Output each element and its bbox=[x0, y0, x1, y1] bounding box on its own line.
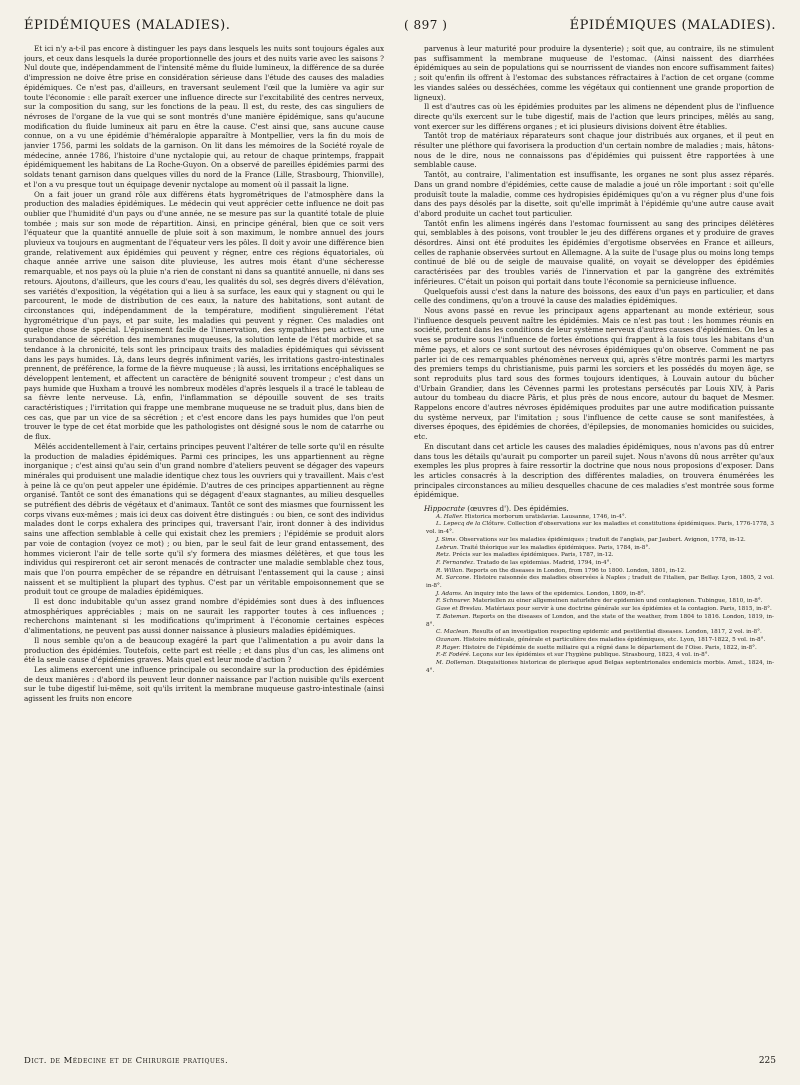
bibliography-text: Collection d'observations sur les maladies et constitutions épidémiques. Paris, 1776-1778, 3 vol. in-4°. bbox=[426, 521, 774, 536]
bibliography-text: Précis sur les maladies épidémiques. Paris, 1787, in-12. bbox=[450, 552, 614, 559]
bibliography-author: C. Maclean. bbox=[436, 629, 471, 636]
bibliography-author: Ozanam. bbox=[436, 637, 462, 643]
bibliography-author: Lebrun. bbox=[436, 544, 459, 551]
paragraph: On a fait jouer un grand rôle aux différens états hygrométriques de l'atmosphère dans la production des maladies épidémiques. Le médecin qui veut apprécier cette influence ne doit pas oublier que l'humidité d'un pays ou d'une année, ne se mesure pas sur la quantité totale de pluie tombée ; mais sur son mode de répartition. Ainsi, en principe général, bien que ce soit vers l'équateur que la quantité annuelle de pluie soit à son maximum, le nombre annuel des jours pluvieux va toujours en augmentant de l'équateur vers les pôles. Il doit y avoir une différence bien grande, relativement aux épidémies qui peuvent y régner, entre ces régions équatoriales, où chaque année arrive une saison dite pluvieuse, les autres mois étant d'une sécheresse remarquable, et nos pays où la pluie n'a rien de constant ni dans sa quantité annuelle, ni dans ses retours. Ajoutons, d'ailleurs, que les cours d'eau, les qualités du sol, ses degrés divers d'élévation, ses variétés d'exposition, la végétation qui a lieu à sa surface, les eaux qui y stagnent ou qui le parcourent, le mode de distribution de ces eaux, la nature des habitations, sont autant de circonstances qui, indépendamment de la température, modifient singulièrement l'état hygrométrique d'un pays, et par suite, les maladies qui peuvent y régner. Ces maladies ont quelque chose de spécial. L'épuisement facile de l'innervation, des sympathies peu actives, une surabondance de sécrétion des membranes muqueuses, la solution lente de l'état morbide et sa tendance à la chronicité, tels sont les principaux traits des maladies épidémiques qui sévissent dans les pays humides. Là, dans leurs degrés infiniment variés, les irritations gastro-intestinales prennent, de préférence, la forme de la fièvre muqueuse ; là aussi, les irritations encéphaliques se développent lentement, et affectent un caractère de bénignité souvent trompeur ; c'est dans un pays humide que Huxham a trouvé les nombreux modèles d'après lesquels il a tracé le tableau de sa fièvre lente nerveuse. Là, enfin, l'inflammation se dépouille souvent de ses traits caractéristiques ; l'irritation qui frappe une membrane muqueuse ne se traduit plus, dans bien de ces cas, que par un vice de sa sécrétion ; et c'est encore dans les pays humides que l'on peut trouver le type de cet état morbide que les pathologistes ont désigné sous le nom de catarrhe ou de flux. bbox=[24, 189, 384, 442]
bibliography-entry bbox=[414, 637, 774, 645]
page-header bbox=[24, 18, 776, 38]
bibliography-entry bbox=[414, 652, 774, 660]
paragraph: Il est d'autres cas où les épidémies produites par les alimens ne dépendent plus de l'influence directe qu'ils exercent sur le tube digestif, mais de l'action que leurs principes, mêlés au sang, vont exercer sur les différens organes ; et ici plusieurs divisions doivent être établies. bbox=[414, 102, 774, 131]
footer-title: Dict. de Médecine et de Chirurgie pratiques. bbox=[24, 1056, 229, 1066]
bibliography-text: An inquiry into the laws of the epidemics. London, 1809, in-8°. bbox=[462, 590, 646, 597]
bibliography-text: Reports on the diseases in London, from 1796 to 1800. London, 1801, in-12. bbox=[463, 567, 686, 574]
paragraph: Les alimens exercent une influence principale ou secondaire sur la production des épidémies de deux manières : d'abord ils peuvent leur donner naissance par l'action nuisible qu'ils exercent sur le tube digestif lui-même, soit qu'ils irritent la membrane muqueuse gastro-intestinale (ainsi agissent les fruits non encore bbox=[24, 665, 384, 704]
bibliography-author: M. Dolleman. bbox=[436, 660, 476, 667]
paragraph: En discutant dans cet article les causes des maladies épidémiques, nous n'avons pas dû entrer dans tous les détails qu'aurait pu comporter un pareil sujet. Nous n'avons dû nous arrêter qu'aux exemples les plus propres à faire ressortir la doctrine que nous nous proposions d'exposer. Dans les articles consacrés à la description des différentes maladies, on trouvera énumérées les principales circonstances au milieu desquelles chacune de ces maladies s'est montrée sous forme épidémique. bbox=[414, 441, 774, 500]
bibliography-author: A. Haller. bbox=[436, 513, 463, 520]
bibliography-list bbox=[414, 514, 774, 676]
paragraph: Quelquefois aussi c'est dans la nature des boissons, des eaux d'un pays en particulier, et dans celle des condimens, qu'on a trouvé la cause des maladies épidémiques. bbox=[414, 286, 774, 306]
bibliography-text: Historica morborum uratislaviæ. Lausanne, 1746, in-4°. bbox=[462, 513, 627, 520]
bibliography-text: Reports on the diseases of London, and the state of the weather, from 1804 to 1816. London, 1819, in-8°. bbox=[426, 613, 774, 628]
bibliography-text: Disquisitiones historicæ de plerisque apud Belgas septentrionales endemicis morbis. Amst., 1824, in-4°. bbox=[426, 660, 774, 674]
page-number-header: ( 897 ) bbox=[404, 18, 448, 32]
paragraph: Tantôt trop de matériaux réparateurs sont chaque jour distribués aux organes, et il peut en résulter une pléthore qui favorisera la production d'un certain nombre de maladies ; mais, hâtons-nous de le dire, nous ne connaissons pas d'épidémies qui puissent être rapportées à une semblable cause. bbox=[414, 131, 774, 170]
bibliography-author: T. Bateman. bbox=[436, 613, 471, 620]
bibliography-author: Retz. bbox=[436, 552, 451, 559]
bibliography-entry bbox=[414, 537, 774, 545]
bibliography-text: Matériaux pour servir à une doctrine générale sur les épidémies et la contagion. Paris, 1815, in-8°. bbox=[483, 606, 772, 613]
paragraph: Tantôt enfin les alimens ingérés dans l'estomac fournissent au sang des principes délétères qui, semblables à des poisons, vont troubler le jeu des différens organes et y produire de graves désordres. Ainsi ont été produites les épidémies d'ergotisme observées en France et ailleurs, celles de raphanie observées surtout en Allemagne. A la suite de l'usage plus ou moins long temps continué de blé ou de seigle de mauvaise qualité, on voyait se développer des épidémies caractérisées par des troubles variés de l'innervation et par la gangrène des extrémités inférieures. C'était un poison qui portait dans toute l'économie sa pernicieuse influence. bbox=[414, 218, 774, 286]
bibliography-text: Histoire raisonnée des maladies observées à Naples ; traduit de l'italien, par Bellay. Lyon, 1805, 2 vol. in-8°. bbox=[426, 575, 774, 590]
bibliography-text: Histoire médicale, générale et particulière des maladies épidémiques, etc. Lyon, 1817-1822, 5 vol. in-8°. bbox=[461, 637, 766, 643]
bibliography-entry bbox=[414, 660, 774, 675]
bibliography-author: F. Schnurer. bbox=[436, 598, 471, 605]
bibliography-author: L. Lepecq de la Clôture. bbox=[436, 521, 506, 528]
bibliography-intro bbox=[414, 504, 774, 514]
paragraph: Et ici n'y a-t-il pas encore à distinguer les pays dans lesquels les nuits sont toujours égales aux jours, et ceux dans lesquels la durée proportionnelle des jours et des nuits varie avec les saisons ? Nul doute que, indépendamment de l'intensité même du fluide lumineux, la différence de sa durée d'impression ne doive être prise en considération sérieuse dans l'étude des causes des maladies épidémiques. Ce n'est pas, d'ailleurs, en traversant seulement l'œil que la lumière va agir sur toute l'économie : elle paraît exercer une influence directe sur l'excitabilité des centres nerveux, sur la composition du sang, sur les fonctions de la peau. Il est, du reste, des cas singuliers de névroses de l'organe de la vue qui se sont montrés d'une manière épidémique, sans qu'aucune modification du fluide lumineux ait paru en être la cause. C'est ainsi que, sans aucune cause connue, on a vu une épidémie d'héméralopie apparaître à Montpellier, vers la fin du mois de janvier 1756, parmi les soldats de la garnison. On lit dans les mémoires de la Société royale de médecine, année 1786, l'histoire d'une nyctalopie qui, au retour de chaque printemps, frappait épidémiquement les habitans de La Roche-Guyon. On a observé de pareilles épidémies parmi des soldats tenant garnison dans quelques villes du nord de la France (Lille, Strasbourg, Thionville), et l'on a vu presque tout un équipage devenir nyctalope au moment où il passait la ligne. bbox=[24, 44, 384, 189]
bibliography-author: J. Sims. bbox=[436, 536, 458, 543]
paragraph: Il nous semble qu'on a de beaucoup exagéré la part que l'alimentation a pu avoir dans la production des épidémies. Toutefois, cette part est réelle ; et dans plus d'un cas, les alimens ont été la seule cause d'épidémies graves. Mais quel est leur mode d'action ? bbox=[24, 635, 384, 665]
running-title-right: ÉPIDÉMIQUES (MALADIES). bbox=[569, 18, 776, 33]
bibliography-entry bbox=[414, 521, 774, 536]
bibliography-intro-text: (œuvres d'). Des épidémies. bbox=[464, 504, 569, 514]
bibliography-entry bbox=[414, 552, 774, 560]
bibliography-author: M. Sarcone. bbox=[436, 575, 472, 582]
bibliography-intro-author: Hippocrate bbox=[424, 504, 465, 514]
bibliography-text: Materiellen zu einer allgemeinen naturlehre der epidemien und contagionen. Tubingue, 1810, in-8°. bbox=[470, 598, 763, 605]
paragraph: Il est donc indubitable qu'un assez grand nombre d'épidémies sont dues à des influences atmosphériques appréciables ; mais on ne saurait les rapporter toutes à ces influences ; recherchons maintenant si les modifications qu'impriment à l'économie certaines espèces d'alimentations, ne peuvent pas aussi donner naissance à plusieurs maladies épidémiques. bbox=[24, 597, 384, 636]
bibliography-entry bbox=[414, 560, 774, 568]
paragraph: Tantôt, au contraire, l'alimentation est insuffisante, les organes ne sont plus assez réparés. Dans un grand nombre d'épidémies, cette cause de maladie a joué un rôle important : soit qu'elle produisît toute la maladie, comme ces hydropisies épidémiques qu'on a vu régner plus d'une fois dans des pays désolés par la disette, soit qu'elle imprimât à l'épidémie qu'une autre cause avait d'abord produite un cachet tout particulier. bbox=[414, 170, 774, 218]
bibliography-entry bbox=[414, 575, 774, 590]
right-column bbox=[414, 44, 774, 1054]
paragraph: Nous avons passé en revue les principaux agens appartenant au monde extérieur, sous l'influence desquels peuvent naître les épidémies. Mais ce n'est pas tout : les hommes réunis en société, portent dans les conditions de leur système nerveux d'autres causes d'épidémies. On les a vues se produire sous l'influence de fortes émotions qui frappent à la fois tous les habitans d'un même pays, et alors ce sont surtout des névroses épidémiques qu'on observe. Comment ne pas parler ici de ces remarquables phénomènes nerveux qui, après s'être montrés parmi les martyrs des premiers temps du christianisme, puis parmi les sorciers et les possédés du moyen âge, se sont reproduits plus tard sous des formes toujours identiques, à Louvain autour du bûcher d'Urbain Grandier, dans les Cévennes parmi les protestans persécutés par Louis XIV, à Paris autour du tombeau du diacre Pâris, et plus près de nous encore, autour du baquet de Mesmer. Rappelons encore d'autres névroses épidémiques produites par une autre modification puissante du système nerveux, par l'imitation ; sous l'influence de cette cause se sont manifestées, à diverses époques, des épidémies de chorées, d'épilepsies, de monomanies homicides ou suicides, etc. bbox=[414, 305, 774, 442]
bibliography-text: Tratado de las epidemias. Madrid, 1794, in-4°. bbox=[474, 559, 612, 566]
bibliography-text: Traité théorique sur les maladies épidémiques. Paris, 1784, in-8°. bbox=[458, 544, 650, 551]
bibliography-author: F.-E Fodéré. bbox=[436, 652, 471, 659]
bibliography-entry bbox=[414, 591, 774, 599]
bibliography-entry bbox=[414, 606, 774, 614]
bibliography-text: Results of an investigation respecting epidemic and pestilential diseases. London, 1817, 2 vol. in-8°. bbox=[470, 629, 762, 636]
bibliography-author: P. Rayer. bbox=[436, 644, 461, 651]
bibliography-text: Observations sur les maladies épidémiques ; traduit de l'anglais, par Jaubert. Avignon, 1778, in-12. bbox=[457, 536, 746, 543]
bibliography-author: Gase et Breslau. bbox=[436, 606, 484, 613]
bibliography-text: Histoire de l'épidémie de suette miliaire qui a régné dans le département de l'Oise. Paris, 1822, in-8°. bbox=[460, 644, 757, 651]
bibliography-author: F. Fernandez. bbox=[436, 559, 475, 566]
paragraph: Mêlés accidentellement à l'air, certains principes peuvent l'altérer de telle sorte qu'il en résulte la production de maladies épidémiques. Parmi ces principes, les uns appartiennent au règne inorganique ; c'est ainsi qu'au sein d'un grand nombre d'ateliers peuvent se dégager des vapeurs minérales qui produisent une maladie identique chez tous les ouvriers qui y travaillent. Mais c'est à peine là ce qu'on peut appeler une épidémie. D'autres de ces principes appartiennent au règne organisé. Tantôt ce sont des émanations qui se dégagent d'eaux stagnantes, au milieu desquelles se putréfient des débris de végétaux et d'animaux. Tantôt ce sont des miasmes que fournissent les corps vivans eux-mêmes ; mais ici deux cas doivent être distingués : ou bien, ce sont des individus malades dont le corps exhalera des principes qui, traversant l'air, iront donner à des individus sains une affection semblable à celle qui existait chez les premiers ; l'épidémie se produit alors par voie de contagion (voyez ce mot) ; ou bien, par le seul fait de leur grand entassement, des hommes vicieront l'air de telle sorte qu'il s'y formera des miasmes délétères, et que tous les individus qui respireront cet air seront menacés de contracter une maladie semblable chez tous, mais que l'on pourra empêcher de se répandre en détruisant l'entassement qui la cause ; ainsi naissent et se multiplient la plupart des typhus. C'est par un véritable empoisonnement que se produit tout ce groupe de maladies épidémiques. bbox=[24, 441, 384, 597]
paragraph: parvenus à leur maturité pour produire la dysenterie) ; soit que, au contraire, ils ne stimulent pas suffisamment la membrane muqueuse de l'estomac. (Ainsi naissent des diarrhées épidémiques au sein de populations qui se nourrissent de viandes non encore suffisamment faites) ; soit qu'enfin ils offrent à l'estomac des substances réfractaires à l'action de cet organe (comme les viandes salées ou desséchées, comme les végétaux qui contiennent une grande proportion de ligneux). bbox=[414, 44, 774, 102]
footer-page-number: 225 bbox=[758, 1056, 776, 1066]
bibliography-entry bbox=[414, 629, 774, 637]
bibliography-text: Leçons sur les épidémies et sur l'hygiène publique. Strasbourg, 1823, 4 vol. in-8°. bbox=[470, 652, 710, 659]
left-column bbox=[24, 44, 384, 1054]
bibliography-author: J. Adams. bbox=[436, 590, 463, 597]
bibliography-entry bbox=[414, 614, 774, 629]
running-title-left: ÉPIDÉMIQUES (MALADIES). bbox=[24, 18, 231, 33]
bibliography-author: R. Willan. bbox=[436, 567, 464, 574]
